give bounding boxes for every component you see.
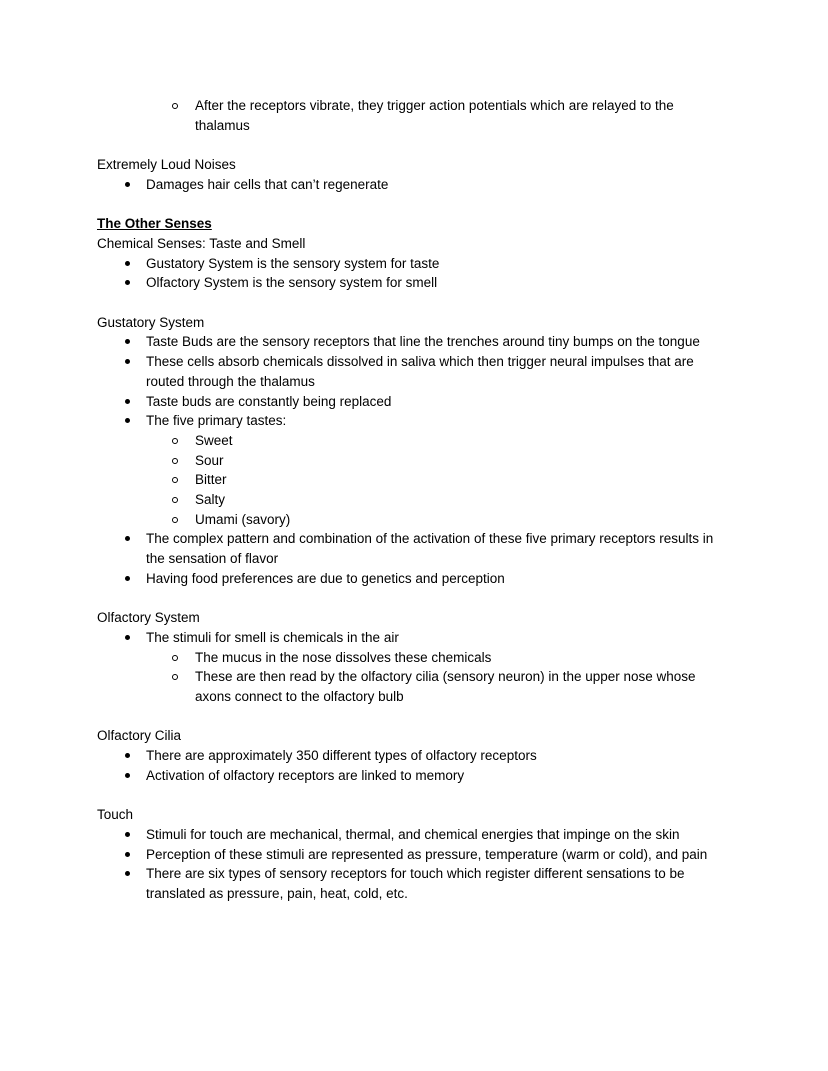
bullet-disc-icon bbox=[125, 418, 130, 423]
paragraph bbox=[97, 234, 731, 254]
list-item-level-1 bbox=[97, 845, 731, 865]
bullet-disc-icon bbox=[125, 871, 130, 876]
bullet-circle-icon bbox=[172, 517, 178, 523]
bullet-disc-icon bbox=[125, 576, 130, 581]
blank-line bbox=[97, 293, 731, 313]
text-run: There are approximately 350 different types of olfactory receptors bbox=[146, 748, 537, 764]
bullet-circle-icon bbox=[172, 477, 178, 483]
bullet-disc-icon bbox=[125, 359, 130, 364]
text-run: Olfactory System bbox=[97, 610, 200, 626]
bullet-disc-icon bbox=[125, 182, 130, 187]
section-heading bbox=[97, 214, 731, 234]
list-item-level-2 bbox=[97, 648, 731, 668]
text-run: Olfactory System is the sensory system for smell bbox=[146, 275, 438, 291]
list-item-level-1 bbox=[97, 569, 731, 589]
text-run: Bitter bbox=[195, 472, 227, 488]
list-item-level-1 bbox=[97, 392, 731, 412]
list-item-level-1 bbox=[97, 273, 731, 293]
list-item-level-1 bbox=[97, 628, 731, 648]
paragraph bbox=[97, 313, 731, 333]
text-run: Salty bbox=[195, 492, 226, 508]
text-run: Sweet bbox=[195, 432, 233, 448]
text-run: These are then read by the olfactory cilia (sensory neuron) in the upper nose whose axons connect to the olfactory bulb bbox=[195, 669, 696, 705]
list-item-level-1 bbox=[97, 766, 731, 786]
text-run: Perception of these stimuli are represented as pressure, temperature (warm or cold), and pain bbox=[146, 846, 708, 862]
text-run: Chemical Senses: Taste and Smell bbox=[97, 235, 306, 251]
text-run: Damages hair cells that can’t regenerate bbox=[146, 176, 389, 192]
text-run: Gustatory System is the sensory system for taste bbox=[146, 255, 440, 271]
paragraph bbox=[97, 608, 731, 628]
document-content[interactable] bbox=[97, 96, 731, 904]
bullet-disc-icon bbox=[125, 339, 130, 344]
list-item-level-1 bbox=[97, 411, 731, 431]
text-run: Olfactory Cilia bbox=[97, 728, 182, 744]
list-item-level-1 bbox=[97, 332, 731, 352]
text-run: The five primary tastes: bbox=[146, 413, 287, 429]
bullet-circle-icon bbox=[172, 655, 178, 661]
list-item-level-2 bbox=[97, 490, 731, 510]
bullet-disc-icon bbox=[125, 852, 130, 857]
list-item-level-2 bbox=[97, 96, 731, 135]
paragraph bbox=[97, 805, 731, 825]
blank-line bbox=[97, 707, 731, 727]
text-run: The mucus in the nose dissolves these chemicals bbox=[195, 649, 492, 665]
list-item-level-1 bbox=[97, 746, 731, 766]
text-run: Sour bbox=[195, 452, 224, 468]
text-run: There are six types of sensory receptors for touch which register different sensations to be translated as pressure, pain, heat, cold, etc. bbox=[146, 866, 685, 902]
bullet-disc-icon bbox=[125, 832, 130, 837]
blank-line bbox=[97, 786, 731, 806]
list-item-level-1 bbox=[97, 825, 731, 845]
text-run: Taste Buds are the sensory receptors that line the trenches around tiny bumps on the tongue bbox=[146, 334, 700, 350]
list-item-level-1 bbox=[97, 864, 731, 903]
text-run: The stimuli for smell is chemicals in the air bbox=[146, 629, 399, 645]
list-item-level-2 bbox=[97, 431, 731, 451]
bullet-circle-icon bbox=[172, 497, 178, 503]
list-item-level-1 bbox=[97, 175, 731, 195]
list-item-level-2 bbox=[97, 667, 731, 706]
text-run: Taste buds are constantly being replaced bbox=[146, 393, 392, 409]
text-run: Extremely Loud Noises bbox=[97, 157, 236, 173]
list-item-level-2 bbox=[97, 451, 731, 471]
list-item-level-2 bbox=[97, 470, 731, 490]
bullet-disc-icon bbox=[125, 536, 130, 541]
paragraph bbox=[97, 726, 731, 746]
text-run: These cells absorb chemicals dissolved in saliva which then trigger neural impulses that are routed through the thalamus bbox=[146, 354, 694, 389]
list-item-level-1 bbox=[97, 352, 731, 391]
text-run: The Other Senses bbox=[97, 216, 212, 232]
bullet-disc-icon bbox=[125, 261, 130, 266]
bullet-circle-icon bbox=[172, 458, 178, 464]
text-run: Having food preferences are due to genetics and perception bbox=[146, 570, 505, 586]
paragraph bbox=[97, 155, 731, 175]
list-item-level-1 bbox=[97, 254, 731, 274]
text-run: Stimuli for touch are mechanical, thermal, and chemical energies that impinge on the skin bbox=[146, 826, 680, 842]
text-run: Umami (savory) bbox=[195, 511, 291, 527]
bullet-disc-icon bbox=[125, 280, 130, 285]
blank-line bbox=[97, 135, 731, 155]
bullet-disc-icon bbox=[125, 773, 130, 778]
text-run: Touch bbox=[97, 807, 134, 823]
bullet-disc-icon bbox=[125, 635, 130, 640]
bullet-circle-icon bbox=[172, 674, 178, 680]
list-item-level-1 bbox=[97, 529, 731, 568]
bullet-disc-icon bbox=[125, 753, 130, 758]
bullet-circle-icon bbox=[172, 103, 178, 109]
text-run: After the receptors vibrate, they trigger action potentials which are relayed to the thalamus bbox=[195, 98, 674, 133]
blank-line bbox=[97, 195, 731, 215]
blank-line bbox=[97, 589, 731, 609]
text-run: Activation of olfactory receptors are linked to memory bbox=[146, 767, 465, 783]
text-run: The complex pattern and combination of the activation of these five primary receptors results in the sensation of flavor bbox=[146, 531, 714, 567]
bullet-circle-icon bbox=[172, 438, 178, 444]
text-run: Gustatory System bbox=[97, 314, 205, 330]
bullet-disc-icon bbox=[125, 399, 130, 404]
list-item-level-2 bbox=[97, 510, 731, 530]
